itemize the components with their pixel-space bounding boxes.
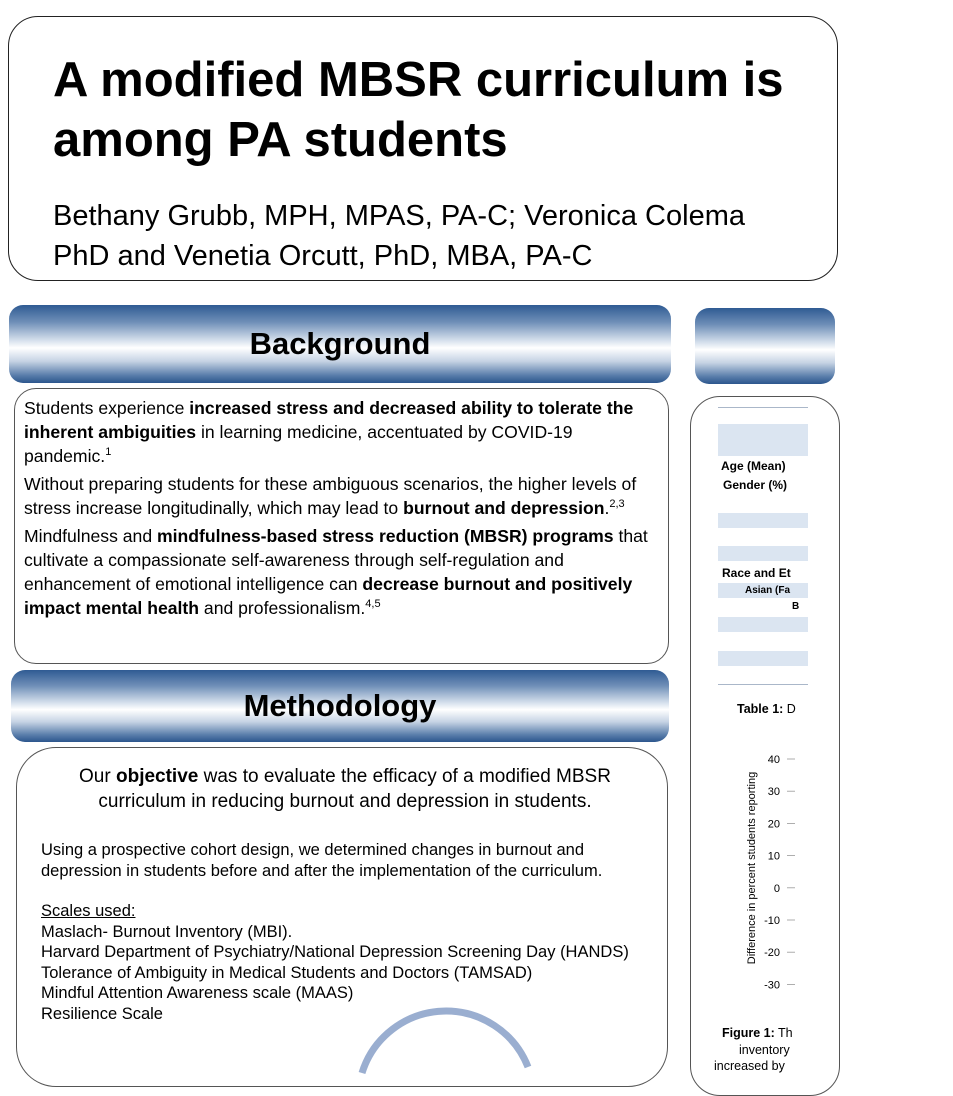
table-rule <box>718 684 808 685</box>
y-tick-label: 30 <box>767 786 780 799</box>
objective-statement: Our objective was to evaluate the efficacy of a modified MBSR curriculum in reducing burnout and depression in students. <box>79 766 611 812</box>
table-row-label: Age (Mean) <box>721 459 786 473</box>
authors <box>53 196 953 276</box>
y-tick-label: -30 <box>764 979 780 992</box>
y-tick-label: -10 <box>764 915 780 927</box>
table-band <box>718 513 808 528</box>
cycle-diagram-arc <box>350 1015 540 1075</box>
y-tick-label: 10 <box>767 850 780 863</box>
background-heading: Background <box>249 326 431 361</box>
background-paragraph: Mindfulness and mindfulness-based stress reduction (MBSR) programs that cultivate a compassionate self-awareness through self-regulation and enhancement of emotional intelligence can decrease burnout and positively impact mental health and professionalism.$^{4,5}$ <box>24 526 648 618</box>
title-line-1: A modified MBSR curriculum is <box>53 53 784 107</box>
figure-y-axis-title: Difference in percent students reporting <box>746 771 758 965</box>
y-tick-label: 20 <box>767 818 780 831</box>
scale-item: Harvard Department of Psychiatry/National Depression Screening Day (HANDS) <box>41 943 629 961</box>
scale-item: Mindful Attention Awareness scale (MAAS) <box>41 984 354 1002</box>
background-paragraph: Without preparing students for these ambiguous scenarios, the higher levels of stress increase longitudinally, which may lead to burnout and depression.$^{2,3}$ <box>24 474 637 518</box>
table-band <box>718 546 808 561</box>
table-caption: Table 1: D <box>737 702 796 716</box>
table-band <box>718 617 808 632</box>
methodology-text <box>41 840 641 1024</box>
table-header-band <box>718 424 808 456</box>
table-band <box>718 651 808 666</box>
y-tick-label: -20 <box>764 947 780 960</box>
authors-line-2: PhD and Venetia Orcutt, PhD, MBA, PA-C <box>53 240 593 272</box>
poster-title <box>53 50 953 170</box>
figure-caption: Figure 1: Th <box>722 1026 793 1040</box>
background-banner <box>9 305 671 383</box>
background-text <box>24 396 656 624</box>
figure-caption-line: inventory <box>739 1043 790 1057</box>
table-rule <box>718 407 808 408</box>
table-row-label: B <box>792 601 800 612</box>
methodology-heading: Methodology <box>243 688 437 723</box>
methodology-banner <box>11 670 669 742</box>
design-text: Using a prospective cohort design, we determined changes in burnout and depression in students before and after the implementation of the curriculum. <box>41 841 603 880</box>
y-tick-label: 40 <box>767 754 780 766</box>
title-line-2: among PA students <box>53 113 508 167</box>
scale-item: Maslach- Burnout Inventory (MBI). <box>41 922 293 941</box>
figure-y-axis <box>755 748 798 998</box>
results-banner <box>695 308 835 384</box>
scale-item: Tolerance of Ambiguity in Medical Students and Doctors (TAMSAD) <box>41 963 533 982</box>
background-paragraph: Students experience increased stress and decreased ability to tolerate the inherent ambiguities in learning medicine, accentuated by COVID-19 pandemic.$^1$ <box>24 398 634 466</box>
table-row-label: Gender (%) <box>723 478 788 492</box>
scales-heading: Scales used: <box>41 902 136 920</box>
y-tick-label: 0 <box>773 882 780 895</box>
authors-line-1: Bethany Grubb, MPH, MPAS, PA-C; Veronica Colema <box>53 200 745 232</box>
table-row-label: Race and Et <box>722 566 791 580</box>
figure-caption-line: increased by <box>714 1059 785 1073</box>
table-row-label: Asian (Fa <box>745 585 791 596</box>
scale-item: Resilience Scale <box>41 1004 163 1023</box>
